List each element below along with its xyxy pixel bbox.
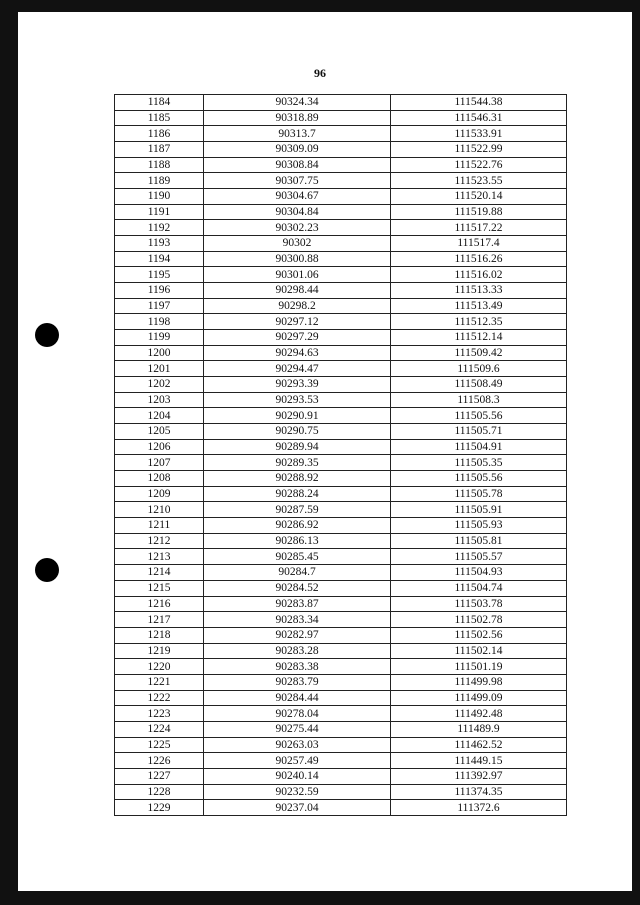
y-coordinate-cell: 111505.71 bbox=[391, 424, 567, 440]
point-id-cell: 1198 bbox=[115, 314, 204, 330]
table-row bbox=[115, 674, 567, 690]
x-coordinate-cell: 90283.34 bbox=[204, 612, 391, 628]
y-coordinate-cell: 111505.56 bbox=[391, 471, 567, 487]
point-id-cell: 1201 bbox=[115, 361, 204, 377]
point-id-cell: 1216 bbox=[115, 596, 204, 612]
x-coordinate-cell: 90301.06 bbox=[204, 267, 391, 283]
point-id-cell: 1188 bbox=[115, 157, 204, 173]
table-row bbox=[115, 753, 567, 769]
x-coordinate-cell: 90318.89 bbox=[204, 110, 391, 126]
y-coordinate-cell: 111489.9 bbox=[391, 721, 567, 737]
y-coordinate-cell: 111499.98 bbox=[391, 674, 567, 690]
y-coordinate-cell: 111505.78 bbox=[391, 486, 567, 502]
y-coordinate-cell: 111522.76 bbox=[391, 157, 567, 173]
point-id-cell: 1224 bbox=[115, 721, 204, 737]
y-coordinate-cell: 111512.14 bbox=[391, 330, 567, 346]
point-id-cell: 1189 bbox=[115, 173, 204, 189]
x-coordinate-cell: 90286.13 bbox=[204, 533, 391, 549]
x-coordinate-cell: 90288.92 bbox=[204, 471, 391, 487]
point-id-cell: 1196 bbox=[115, 283, 204, 299]
table-row bbox=[115, 627, 567, 643]
point-id-cell: 1187 bbox=[115, 142, 204, 158]
x-coordinate-cell: 90313.7 bbox=[204, 126, 391, 142]
punch-hole-icon bbox=[35, 558, 59, 582]
x-coordinate-cell: 90237.04 bbox=[204, 800, 391, 816]
x-coordinate-cell: 90289.94 bbox=[204, 439, 391, 455]
x-coordinate-cell: 90308.84 bbox=[204, 157, 391, 173]
table-row bbox=[115, 471, 567, 487]
table-row bbox=[115, 157, 567, 173]
table-row bbox=[115, 439, 567, 455]
y-coordinate-cell: 111504.93 bbox=[391, 565, 567, 581]
point-id-cell: 1195 bbox=[115, 267, 204, 283]
x-coordinate-cell: 90290.91 bbox=[204, 408, 391, 424]
table-row bbox=[115, 486, 567, 502]
x-coordinate-cell: 90304.67 bbox=[204, 189, 391, 205]
table-row bbox=[115, 189, 567, 205]
point-id-cell: 1200 bbox=[115, 345, 204, 361]
y-coordinate-cell: 111501.19 bbox=[391, 659, 567, 675]
point-id-cell: 1214 bbox=[115, 565, 204, 581]
table-row bbox=[115, 549, 567, 565]
x-coordinate-cell: 90275.44 bbox=[204, 721, 391, 737]
y-coordinate-cell: 111522.99 bbox=[391, 142, 567, 158]
table-row bbox=[115, 502, 567, 518]
point-id-cell: 1211 bbox=[115, 518, 204, 534]
point-id-cell: 1222 bbox=[115, 690, 204, 706]
y-coordinate-cell: 111503.78 bbox=[391, 596, 567, 612]
y-coordinate-cell: 111372.6 bbox=[391, 800, 567, 816]
table-row bbox=[115, 596, 567, 612]
table-row bbox=[115, 424, 567, 440]
table-row bbox=[115, 565, 567, 581]
x-coordinate-cell: 90297.29 bbox=[204, 330, 391, 346]
point-id-cell: 1218 bbox=[115, 627, 204, 643]
table-row bbox=[115, 737, 567, 753]
coordinates-table bbox=[114, 94, 567, 816]
table-row bbox=[115, 377, 567, 393]
point-id-cell: 1184 bbox=[115, 95, 204, 111]
table-row bbox=[115, 267, 567, 283]
x-coordinate-cell: 90294.47 bbox=[204, 361, 391, 377]
x-coordinate-cell: 90300.88 bbox=[204, 251, 391, 267]
point-id-cell: 1219 bbox=[115, 643, 204, 659]
x-coordinate-cell: 90257.49 bbox=[204, 753, 391, 769]
page-number: 96 bbox=[314, 66, 326, 80]
table-row bbox=[115, 784, 567, 800]
point-id-cell: 1213 bbox=[115, 549, 204, 565]
x-coordinate-cell: 90297.12 bbox=[204, 314, 391, 330]
x-coordinate-cell: 90294.63 bbox=[204, 345, 391, 361]
x-coordinate-cell: 90240.14 bbox=[204, 768, 391, 784]
table-row bbox=[115, 142, 567, 158]
y-coordinate-cell: 111519.88 bbox=[391, 204, 567, 220]
x-coordinate-cell: 90290.75 bbox=[204, 424, 391, 440]
point-id-cell: 1191 bbox=[115, 204, 204, 220]
x-coordinate-cell: 90298.2 bbox=[204, 298, 391, 314]
punch-hole-icon bbox=[35, 323, 59, 347]
point-id-cell: 1199 bbox=[115, 330, 204, 346]
y-coordinate-cell: 111504.91 bbox=[391, 439, 567, 455]
point-id-cell: 1194 bbox=[115, 251, 204, 267]
y-coordinate-cell: 111516.26 bbox=[391, 251, 567, 267]
table-row bbox=[115, 361, 567, 377]
point-id-cell: 1208 bbox=[115, 471, 204, 487]
x-coordinate-cell: 90284.7 bbox=[204, 565, 391, 581]
y-coordinate-cell: 111505.35 bbox=[391, 455, 567, 471]
table-row bbox=[115, 251, 567, 267]
y-coordinate-cell: 111533.91 bbox=[391, 126, 567, 142]
point-id-cell: 1223 bbox=[115, 706, 204, 722]
point-id-cell: 1186 bbox=[115, 126, 204, 142]
x-coordinate-cell: 90283.38 bbox=[204, 659, 391, 675]
y-coordinate-cell: 111499.09 bbox=[391, 690, 567, 706]
x-coordinate-cell: 90293.39 bbox=[204, 377, 391, 393]
scan-border-right bbox=[632, 0, 640, 905]
table-row bbox=[115, 314, 567, 330]
x-coordinate-cell: 90283.79 bbox=[204, 674, 391, 690]
y-coordinate-cell: 111546.31 bbox=[391, 110, 567, 126]
x-coordinate-cell: 90286.92 bbox=[204, 518, 391, 534]
point-id-cell: 1228 bbox=[115, 784, 204, 800]
y-coordinate-cell: 111513.33 bbox=[391, 283, 567, 299]
point-id-cell: 1185 bbox=[115, 110, 204, 126]
coordinates-table-body bbox=[115, 95, 567, 816]
scan-border-left bbox=[0, 0, 18, 905]
table-row bbox=[115, 408, 567, 424]
x-coordinate-cell: 90283.28 bbox=[204, 643, 391, 659]
x-coordinate-cell: 90324.34 bbox=[204, 95, 391, 111]
table-row bbox=[115, 283, 567, 299]
x-coordinate-cell: 90287.59 bbox=[204, 502, 391, 518]
table-row bbox=[115, 612, 567, 628]
y-coordinate-cell: 111462.52 bbox=[391, 737, 567, 753]
point-id-cell: 1217 bbox=[115, 612, 204, 628]
table-row bbox=[115, 298, 567, 314]
x-coordinate-cell: 90298.44 bbox=[204, 283, 391, 299]
y-coordinate-cell: 111492.48 bbox=[391, 706, 567, 722]
x-coordinate-cell: 90284.52 bbox=[204, 580, 391, 596]
y-coordinate-cell: 111508.49 bbox=[391, 377, 567, 393]
point-id-cell: 1202 bbox=[115, 377, 204, 393]
table-row bbox=[115, 236, 567, 252]
y-coordinate-cell: 111516.02 bbox=[391, 267, 567, 283]
y-coordinate-cell: 111513.49 bbox=[391, 298, 567, 314]
point-id-cell: 1206 bbox=[115, 439, 204, 455]
x-coordinate-cell: 90302 bbox=[204, 236, 391, 252]
point-id-cell: 1193 bbox=[115, 236, 204, 252]
point-id-cell: 1212 bbox=[115, 533, 204, 549]
point-id-cell: 1215 bbox=[115, 580, 204, 596]
y-coordinate-cell: 111517.22 bbox=[391, 220, 567, 236]
x-coordinate-cell: 90263.03 bbox=[204, 737, 391, 753]
point-id-cell: 1227 bbox=[115, 768, 204, 784]
point-id-cell: 1197 bbox=[115, 298, 204, 314]
y-coordinate-cell: 111502.14 bbox=[391, 643, 567, 659]
y-coordinate-cell: 111508.3 bbox=[391, 392, 567, 408]
point-id-cell: 1207 bbox=[115, 455, 204, 471]
table-row bbox=[115, 455, 567, 471]
table-row bbox=[115, 643, 567, 659]
y-coordinate-cell: 111509.6 bbox=[391, 361, 567, 377]
point-id-cell: 1203 bbox=[115, 392, 204, 408]
table-row bbox=[115, 518, 567, 534]
y-coordinate-cell: 111449.15 bbox=[391, 753, 567, 769]
x-coordinate-cell: 90293.53 bbox=[204, 392, 391, 408]
y-coordinate-cell: 111505.57 bbox=[391, 549, 567, 565]
point-id-cell: 1226 bbox=[115, 753, 204, 769]
point-id-cell: 1220 bbox=[115, 659, 204, 675]
table-row bbox=[115, 110, 567, 126]
table-row bbox=[115, 126, 567, 142]
x-coordinate-cell: 90285.45 bbox=[204, 549, 391, 565]
x-coordinate-cell: 90307.75 bbox=[204, 173, 391, 189]
y-coordinate-cell: 111523.55 bbox=[391, 173, 567, 189]
table-row bbox=[115, 345, 567, 361]
table-row bbox=[115, 690, 567, 706]
x-coordinate-cell: 90288.24 bbox=[204, 486, 391, 502]
y-coordinate-cell: 111505.81 bbox=[391, 533, 567, 549]
y-coordinate-cell: 111544.38 bbox=[391, 95, 567, 111]
table-row bbox=[115, 721, 567, 737]
point-id-cell: 1209 bbox=[115, 486, 204, 502]
point-id-cell: 1229 bbox=[115, 800, 204, 816]
table-row bbox=[115, 330, 567, 346]
point-id-cell: 1225 bbox=[115, 737, 204, 753]
y-coordinate-cell: 111517.4 bbox=[391, 236, 567, 252]
point-id-cell: 1210 bbox=[115, 502, 204, 518]
y-coordinate-cell: 111502.78 bbox=[391, 612, 567, 628]
y-coordinate-cell: 111505.91 bbox=[391, 502, 567, 518]
x-coordinate-cell: 90302.23 bbox=[204, 220, 391, 236]
x-coordinate-cell: 90289.35 bbox=[204, 455, 391, 471]
y-coordinate-cell: 111505.56 bbox=[391, 408, 567, 424]
y-coordinate-cell: 111504.74 bbox=[391, 580, 567, 596]
scan-border-top bbox=[0, 0, 640, 12]
point-id-cell: 1190 bbox=[115, 189, 204, 205]
x-coordinate-cell: 90309.09 bbox=[204, 142, 391, 158]
y-coordinate-cell: 111392.97 bbox=[391, 768, 567, 784]
table-row bbox=[115, 392, 567, 408]
x-coordinate-cell: 90278.04 bbox=[204, 706, 391, 722]
table-row bbox=[115, 95, 567, 111]
x-coordinate-cell: 90282.97 bbox=[204, 627, 391, 643]
x-coordinate-cell: 90304.84 bbox=[204, 204, 391, 220]
point-id-cell: 1205 bbox=[115, 424, 204, 440]
table-row bbox=[115, 706, 567, 722]
x-coordinate-cell: 90283.87 bbox=[204, 596, 391, 612]
point-id-cell: 1204 bbox=[115, 408, 204, 424]
x-coordinate-cell: 90284.44 bbox=[204, 690, 391, 706]
table-row bbox=[115, 533, 567, 549]
scan-border-bottom bbox=[0, 891, 640, 905]
table-row bbox=[115, 204, 567, 220]
x-coordinate-cell: 90232.59 bbox=[204, 784, 391, 800]
y-coordinate-cell: 111374.35 bbox=[391, 784, 567, 800]
table-row bbox=[115, 220, 567, 236]
table-row bbox=[115, 659, 567, 675]
y-coordinate-cell: 111509.42 bbox=[391, 345, 567, 361]
point-id-cell: 1192 bbox=[115, 220, 204, 236]
y-coordinate-cell: 111512.35 bbox=[391, 314, 567, 330]
point-id-cell: 1221 bbox=[115, 674, 204, 690]
y-coordinate-cell: 111520.14 bbox=[391, 189, 567, 205]
table-row bbox=[115, 800, 567, 816]
table-row bbox=[115, 580, 567, 596]
y-coordinate-cell: 111505.93 bbox=[391, 518, 567, 534]
table-row bbox=[115, 768, 567, 784]
table-row bbox=[115, 173, 567, 189]
y-coordinate-cell: 111502.56 bbox=[391, 627, 567, 643]
